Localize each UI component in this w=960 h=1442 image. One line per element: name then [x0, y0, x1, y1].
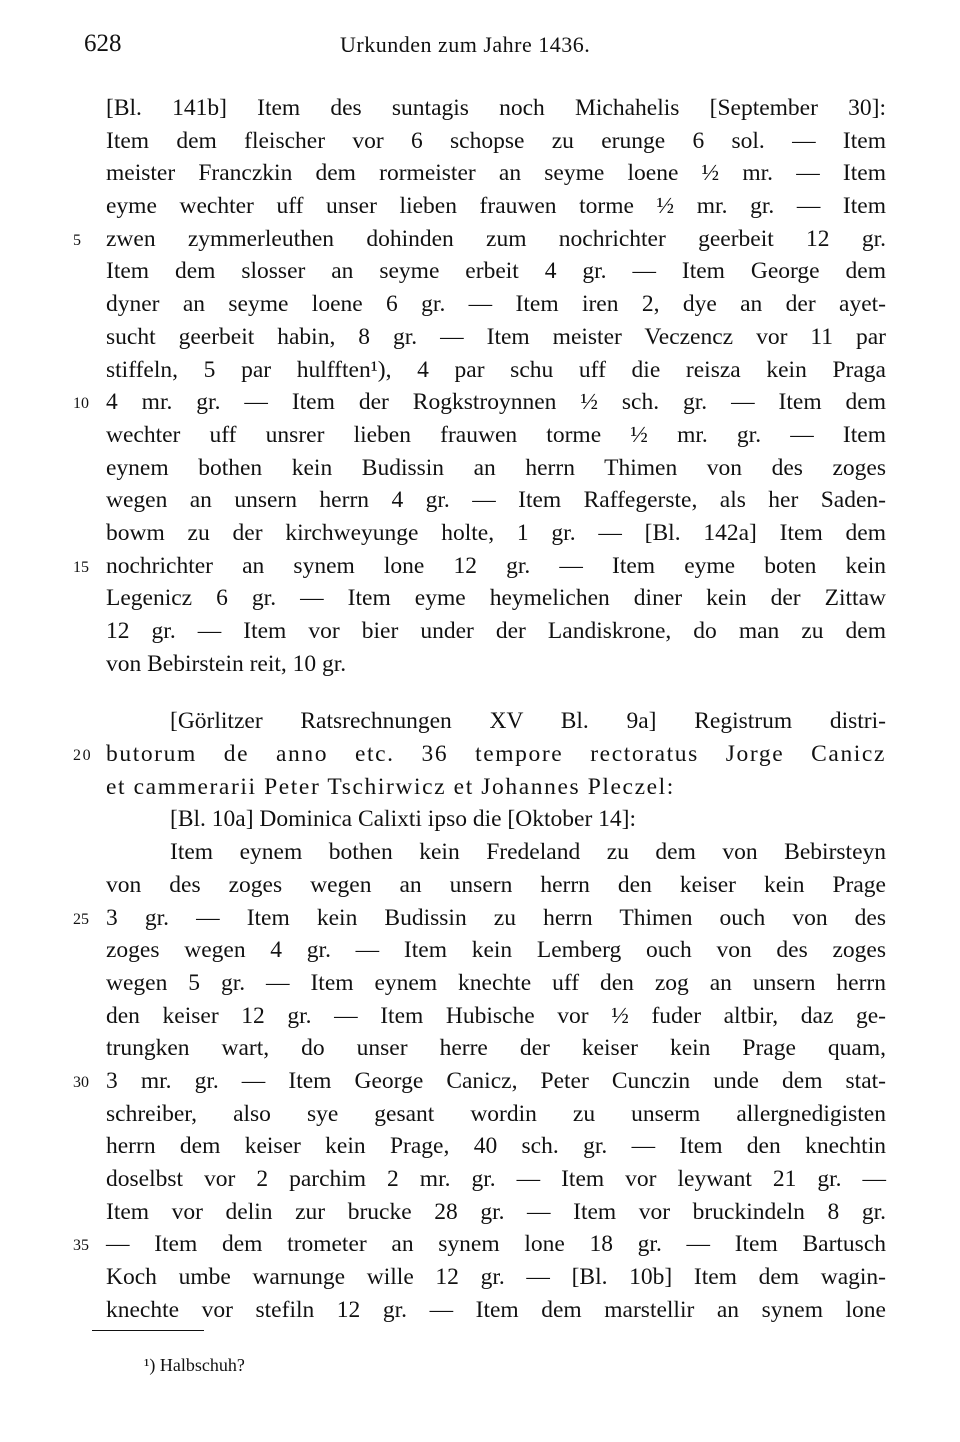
- running-head: Urkunden zum Jahre 1436.: [340, 32, 591, 57]
- text-line: [106, 869, 886, 902]
- text-line: [106, 190, 886, 223]
- line-number: 35: [73, 1237, 89, 1255]
- text-line: [106, 517, 886, 550]
- line-number: 5: [73, 231, 81, 249]
- line-text: eynem bothen kein Budissin an herrn Thimen von des zoges: [106, 454, 886, 481]
- text-line: [73, 738, 886, 771]
- text-line: [106, 125, 886, 158]
- page-number: 628: [84, 30, 122, 57]
- line-text: trungken wart, do unser herre der keiser kein Prage quam,: [106, 1035, 886, 1062]
- line-text: knechte vor stefiln 12 gr. — Item dem marstellir an synem lone: [106, 1296, 886, 1323]
- line-text: [Görlitzer Ratsrechnungen XV Bl. 9a] Registrum distri-: [170, 708, 886, 735]
- line-text: doselbst vor 2 parchim 2 mr. gr. — Item vor leywant 21 gr. —: [106, 1166, 886, 1192]
- text-line: [73, 902, 886, 935]
- line-text: 4 mr. gr. — Item der Rogkstroynnen ½ sch. gr. — Item dem: [106, 389, 886, 416]
- text-line: [106, 1032, 886, 1065]
- text-line: [73, 223, 886, 256]
- line-text: et cammerarii Peter Tschirwicz et Johannes Pleczel:: [106, 773, 675, 800]
- line-text: Item dem fleischer vor 6 schopse zu erunge 6 sol. — Item: [106, 127, 886, 154]
- footnote-divider: [92, 1330, 204, 1331]
- text-line: [106, 803, 886, 836]
- text-line: [106, 615, 886, 648]
- line-text: — Item dem trometer an synem lone 18 gr. — Item Bartusch: [106, 1231, 886, 1258]
- line-text: Koch umbe warnunge wille 12 gr. — [Bl. 10b] Item dem wagin-: [106, 1264, 886, 1291]
- line-text: eyme wechter uff unser lieben frauwen torme ½ mr. gr. — Item: [106, 193, 886, 220]
- line-text: den keiser 12 gr. — Item Hubische vor ½ fuder altbir, daz ge-: [106, 1002, 886, 1029]
- text-line: [106, 934, 886, 967]
- line-text: [Bl. 10a] Dominica Calixti ipso die [Oktober 14]:: [170, 806, 636, 833]
- line-text: wegen an unsern herrn 4 gr. — Item Raffegerste, als her Saden-: [106, 487, 886, 514]
- text-line: [106, 582, 886, 615]
- line-text: wegen 5 gr. — Item eynem knechte uff den zog an unsern herrn: [106, 969, 886, 996]
- line-text: wechter uff unsrer lieben frauwen torme ½ mr. gr. — Item: [106, 421, 886, 448]
- line-text: schreiber, also sye gesant wordin zu unserm allergnedigisten: [106, 1100, 886, 1127]
- line-text: Item eynem bothen kein Fredeland zu dem von Bebirsteyn: [170, 839, 886, 866]
- line-number: 25: [73, 910, 89, 928]
- text-line: [73, 550, 886, 583]
- line-text: von des zoges wegen an unsern herrn den keiser kein Prage: [106, 871, 886, 898]
- page-header: [0, 30, 960, 70]
- line-text: stiffeln, 5 par hulfften¹), 4 par schu uff die reisza kein Praga: [106, 356, 886, 383]
- text-line: [106, 354, 886, 387]
- text-line: [106, 771, 886, 804]
- text-line: [106, 1000, 886, 1033]
- text-line: [106, 836, 886, 869]
- line-number: 30: [73, 1073, 89, 1091]
- line-text: herrn dem keiser kein Prage, 40 sch. gr. — Item den knechtin: [106, 1133, 886, 1160]
- text-line: [106, 92, 886, 125]
- text-line: [73, 1228, 886, 1261]
- line-text: meister Franczkin dem rormeister an seyme loene ½ mr. — Item: [106, 160, 886, 187]
- text-line: [106, 1196, 886, 1229]
- text-line: [73, 1065, 886, 1098]
- line-number: 20: [73, 747, 93, 765]
- line-text: sucht geerbeit habin, 8 gr. — Item meister Veczencz vor 11 par: [106, 323, 886, 350]
- line-text: Item dem slosser an seyme erbeit 4 gr. — Item George dem: [106, 258, 886, 285]
- text-line: [73, 386, 886, 419]
- text-line: [106, 1098, 886, 1131]
- line-text: bowm zu der kirchweyunge holte, 1 gr. — [Bl. 142a] Item dem: [106, 519, 886, 546]
- line-text: dyner an seyme loene 6 gr. — Item iren 2, dye an der ayet-: [106, 291, 886, 318]
- body-text: [73, 92, 886, 1326]
- line-text: 3 gr. — Item kein Budissin zu herrn Thimen ouch von des: [106, 904, 886, 931]
- text-line: [106, 484, 886, 517]
- line-text: von Bebirstein reit, 10 gr.: [106, 650, 347, 677]
- text-line: [106, 648, 886, 681]
- text-line: [106, 452, 886, 485]
- line-text: butorum de anno etc. 36 tempore rectoratus Jorge Canicz: [106, 741, 886, 768]
- line-number: 10: [73, 395, 89, 413]
- line-text: 12 gr. — Item vor bier under der Landiskrone, do man zu dem: [106, 618, 886, 644]
- line-text: Legenicz 6 gr. — Item eyme heymelichen diner kein der Zittaw: [106, 585, 886, 612]
- line-text: zoges wegen 4 gr. — Item kein Lemberg ouch von des zoges: [106, 937, 886, 964]
- line-text: zwen zymmerleuthen dohinden zum nochrichter geerbeit 12 gr.: [106, 225, 886, 252]
- text-line: [106, 157, 886, 190]
- line-text: [Bl. 141b] Item des suntagis noch Michahelis [September 30]:: [106, 95, 886, 121]
- text-line: [106, 1130, 886, 1163]
- footnote: ¹) Halbschuh?: [144, 1355, 245, 1375]
- text-line: [106, 255, 886, 288]
- line-text: 3 mr. gr. — Item George Canicz, Peter Cunczin unde dem stat-: [106, 1067, 886, 1094]
- text-line: [106, 1163, 886, 1196]
- line-text: nochrichter an synem lone 12 gr. — Item eyme boten kein: [106, 552, 886, 579]
- text-line: [106, 321, 886, 354]
- text-line: [106, 967, 886, 1000]
- line-number: 15: [73, 558, 89, 576]
- text-line: [106, 419, 886, 452]
- text-line: [106, 1261, 886, 1294]
- text-line: [106, 1294, 886, 1327]
- text-line: [106, 705, 886, 738]
- line-text: Item vor delin zur brucke 28 gr. — Item vor bruckindeln 8 gr.: [106, 1198, 886, 1225]
- text-line: [106, 288, 886, 321]
